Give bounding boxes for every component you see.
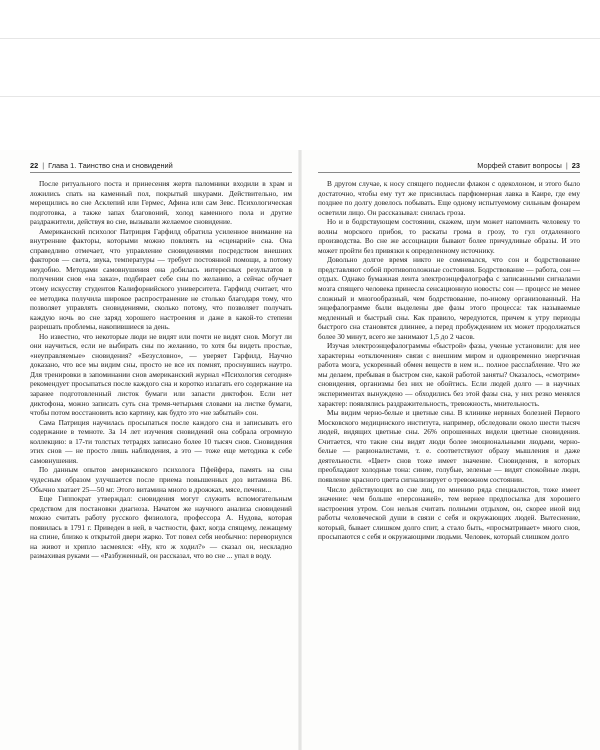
page-edge-line: [0, 96, 600, 97]
paragraph: Довольно долгое время никто не сомневался, что сон и бодрствование представляют собой противоположные состояния. Бодрствование — работа, сон — отдых. Однако бумажная лента электроэнцефалографа с записанными сигналами мозга спящего человека принесла сенсационную новость: сон — процесс не менее сложный и многообразный, чем бодрствование, по-иному организованный. На энцефалограмме были выделены две фазы этого процесса: так называемые медленный и быстрый сны. Как правило, чередуются, причем к утру периоды быстрого сна становятся длиннее, а перед пробуждением их может продолжаться более 30 минут, всего же занимают 1,5 до 2 часов.: [318, 255, 580, 341]
header-separator: |: [565, 161, 568, 170]
page-number: 23: [571, 161, 580, 170]
paragraph: В другом случае, к носу спящего поднесли флакон с одеколоном, и этого было достаточно, чтобы ему тут же приснилась парфюмерная лавка в Каире, где ему позднее по долгу довелось побывать. Еще одному испытуемому сильным фонарем осветили лицо. Он рассказывал: снилась гроза.: [318, 179, 580, 217]
paragraph: Еще Гиппократ утверждал: сновидения могут служить вспомогательным средством для постановки диагноза. Начатом же научного анализа сновидений можно считать работу русского физиолога, профессора А. Нудова, которая появилась в 1791 г. Приведен в ней, в частности, факт, когда спящему, лежащему на спине, близко к открытой двери жарко. Тот повел себя необычно: переворнулся на живот и хрипло засмеялся: «Ну, кто ж ходил?» — сказал он, нескладно размахивая руками — «Разбуженный, он рассказал, что во сне ... упал в воду.: [30, 494, 292, 561]
right-page-body: [318, 179, 580, 542]
paragraph: Но известно, что некоторые люди не видят или почти не видят снов. Могут ли они научиться, если не выбирать сны по желанию, то хотя бы видеть простые, «неуправляемые» сновидения? «Безусловно», — уверяет Гарфилд. Научно доказано, что все мы видим сны, просто не все их помнят, проснувшись наутро. Для тренировки в запоминании снов американский журнал «Психология сегодня» рекомендует просыпаться после каждого сна и коротко излагать его содержание на заранее подготовленный листок бумаги или запасти диктофон. Если нет диктофона, можно записать суть сна тремя-четырьмя словами на листке бумаги, чтобы потом восстановить всю картину, как будто это «не забытый» сон.: [30, 331, 292, 418]
paragraph: Число действующих во сне лиц, по мнению ряда специалистов, тоже имеет значение: чем больше «персонажей», тем вернее предпосылка для хорошего настроения утром. Сон нельзя считать полными отдыхом, он, скорее иной вид работы человеческой души в связи с себя и окружающих людей. Вытеснение, который, бывает слишком долго спит, а стало быть, «просматривает» много снов, просыпаются с себя и окружающими людьми. Человек, который слишком долго: [318, 484, 580, 542]
paragraph: Сама Патриция научилась просыпаться после каждого сна и записывать его содержание в темноте. За 14 лет изучения сновидений она собрала огромную коллекцию: в 17-ти толстых тетрадях записано более 10 тысяч снов. Сновидения этих снов — не просто лишь наблюдения, а это — тоже еще методика к себе самовнушения.: [30, 417, 292, 465]
left-page-body: [30, 179, 292, 561]
paragraph: Изучая электроэнцефалограммы «быстрой» фазы, ученые установили: для нее характерны «отключения» связи с внешним миром и одновременно энергичная работа мозга, ускоренный обмен веществ в нем и... полное расслабление. Что же мы делаем, пребывая в быстром сне, какой работой заняты? Оказалось, «смотрим» сновидения, организмы без них не обойтись. Если людей долго — в научных экспериментах вынуждено — обходились без этой фазы сна, у них резко менялся характер: появлялись раздражительность, тревожность, мнительность.: [318, 341, 580, 408]
header-separator: |: [42, 161, 45, 170]
page-number: 22: [30, 161, 39, 170]
page-edge-line: [0, 38, 600, 39]
chapter-title: Глава 1. Таинство сна и сновидений: [48, 161, 173, 170]
book-gutter: [298, 150, 302, 750]
running-head-right: [318, 160, 580, 173]
left-page: [30, 160, 292, 561]
paragraph: Американский психолог Патриция Гарфилд обратила усиленное внимание на внутренние факторы, которыми можно повлиять на «сценарий» сна. Она справедливо отмечает, что управление сновидениями посредством внешних факторов — света, звука, температуры — требует постоянной помощи, а потому неудобно. Методами самовнушения она добилась интересных результатов в получении снов «на заказ», подбирает себе сны по желанию, а сейчас обучает этому искусству студентов Калифорнийского университета. Гарфилд считает, что ее методика получила широкое распространение не столько благодаря тому, что позволяет управлять сновидениями, сколько потому, что позволяет получать каждую ночь во сне заряд хорошего настроения и даже в какой-то степени разрешать проблемы, накопившиеся за день.: [30, 226, 292, 332]
chapter-title: Морфей ставит вопросы: [477, 161, 562, 170]
page-top-margin: [0, 0, 600, 150]
paragraph: По данным опытов американского психолога Пфейфера, память на сны чудесным образом улучшается после приема повышенных доз витамина B6. Обычно хватает 25—50 мг. Этого витамина много в дрожжах, мясе, печени...: [30, 465, 292, 494]
paragraph: После ритуального поста и принесения жертв паломники входили в храм и ложились спать на каменный пол, покрытый шкурами. Действительно, им мерещились во сне Асклепий или Гермес, Афина или сам Зевс. Психологическая подготовка, а также запах благовоний, холод каменного пола и другие раздражители, действуя во сне, вызывали желаемое сновидение.: [30, 179, 292, 227]
running-head-left: [30, 160, 292, 173]
paragraph: Но и в бодрствующем состоянии, скажем, шум может напомнить человеку то волны морского прибоя, то раскаты грома в грозу, то гул отдаленного производства. Во сне же ассоциации бывают более причудливые образы. И это может пройти без привязки к определенному источнику.: [318, 217, 580, 255]
right-page: [318, 160, 580, 542]
paragraph: Мы видим черно-белые и цветные сны. В клинике нервных болезней Первого Московского медицинского института, например, обследовали около шести тысяч людей, видящих цветные сны. 26% опрошенных видели цветные сновидения. Считается, что такие сны видят люди более эмоциональными людьми, черно-белые — рационалистами, т. е. соответствуют образу мышления и даже деятельности. «Цвет» снов тоже имеет значение. Сновидения, в которых преобладают холодные тона: синие, голубые, зеленые — видят спокойные люди, появление красного цвета сигнализирует о тревожном состоянии.: [318, 408, 580, 484]
